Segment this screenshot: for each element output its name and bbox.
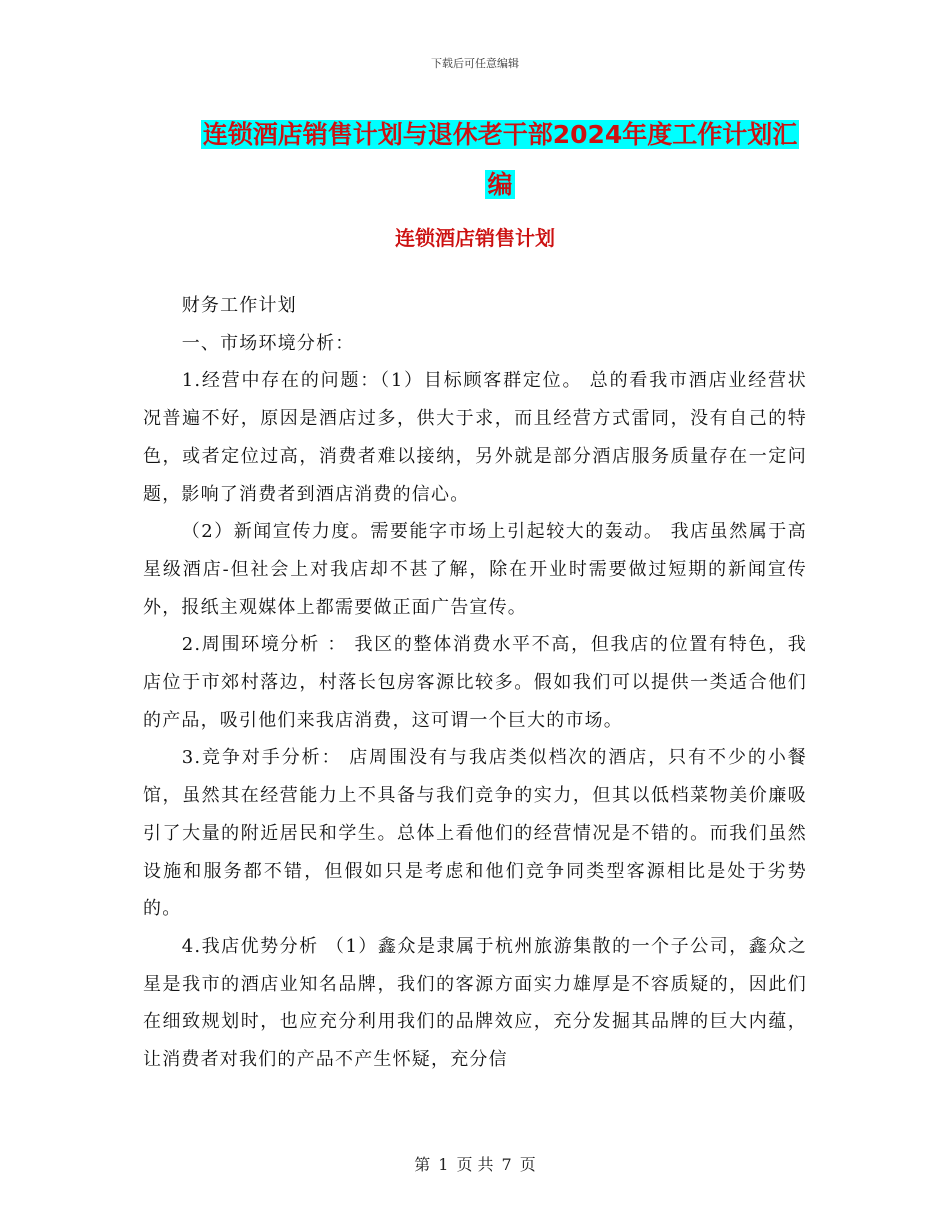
document-title-line-2: 编	[487, 170, 513, 199]
total-page-count: 7	[501, 1155, 512, 1174]
paragraph: 4.我店优势分析 （1）鑫众是隶属于杭州旅游集散的一个子公司，鑫众之星是我市的酒店业知名品牌，我们的客源方面实力雄厚是不容质疑的，因此们在细致规划时，也应充分利用我们的品牌效应，充分发掘其品牌的巨大内蕴，让消费者对我们的产品不产生怀疑，充分信	[143, 935, 807, 1071]
paragraph: （2）新闻宣传力度。需要能字市场上引起较大的轰动。 我店虽然属于高星级酒店-但社会上对我店却不甚了解，除在开业时需要做过短期的新闻宣传外，报纸主观媒体上都需要做正面广告宣传。	[143, 521, 807, 618]
section-title: 连锁酒店销售计划	[395, 226, 555, 250]
paragraph: 财务工作计划	[181, 295, 297, 316]
document-title	[140, 110, 860, 210]
footer-suffix: 页	[519, 1155, 536, 1174]
paragraph: 2.周围环境分析 ： 我区的整体消费水平不高，但我店的位置有特色，我店位于市郊村落边，村落长包房客源比较多。假如我们可以提供一类适合他们的产品，吸引他们来我店消费，这可谓一个巨大的市场。	[143, 634, 807, 731]
footer-prefix: 第	[414, 1155, 431, 1174]
header-note: 下载后可任意编辑	[431, 57, 519, 70]
paragraph: 3.竞争对手分析： 店周围没有与我店类似档次的酒店，只有不少的小餐馆，虽然其在经营能力上不具备与我们竞争的实力，但其以低档菜物美价廉吸引了大量的附近居民和学生。总体上看他们的经营情况是不错的。而我们虽然设施和服务都不错，但假如只是考虑和他们竞争同类型客源相比是处于劣势的。	[143, 747, 807, 920]
current-page-number: 1	[438, 1155, 449, 1174]
footer-mid: 页 共	[456, 1155, 494, 1174]
page-footer	[0, 1152, 950, 1175]
document-title-line-1: 连锁酒店销售计划与退休老干部2024年度工作计划汇	[202, 120, 798, 149]
paragraph: 1.经营中存在的问题：（1）目标顾客群定位。 总的看我市酒店业经营状况普遍不好，原因是酒店过多，供大于求，而且经营方式雷同，没有自己的特色，或者定位过高，消费者难以接纳，另外就是部分酒店服务质量存在一定问题，影响了消费者到酒店消费的信心。	[143, 370, 807, 505]
paragraph: 一、市场环境分析：	[181, 332, 355, 354]
document-body	[143, 287, 807, 1079]
